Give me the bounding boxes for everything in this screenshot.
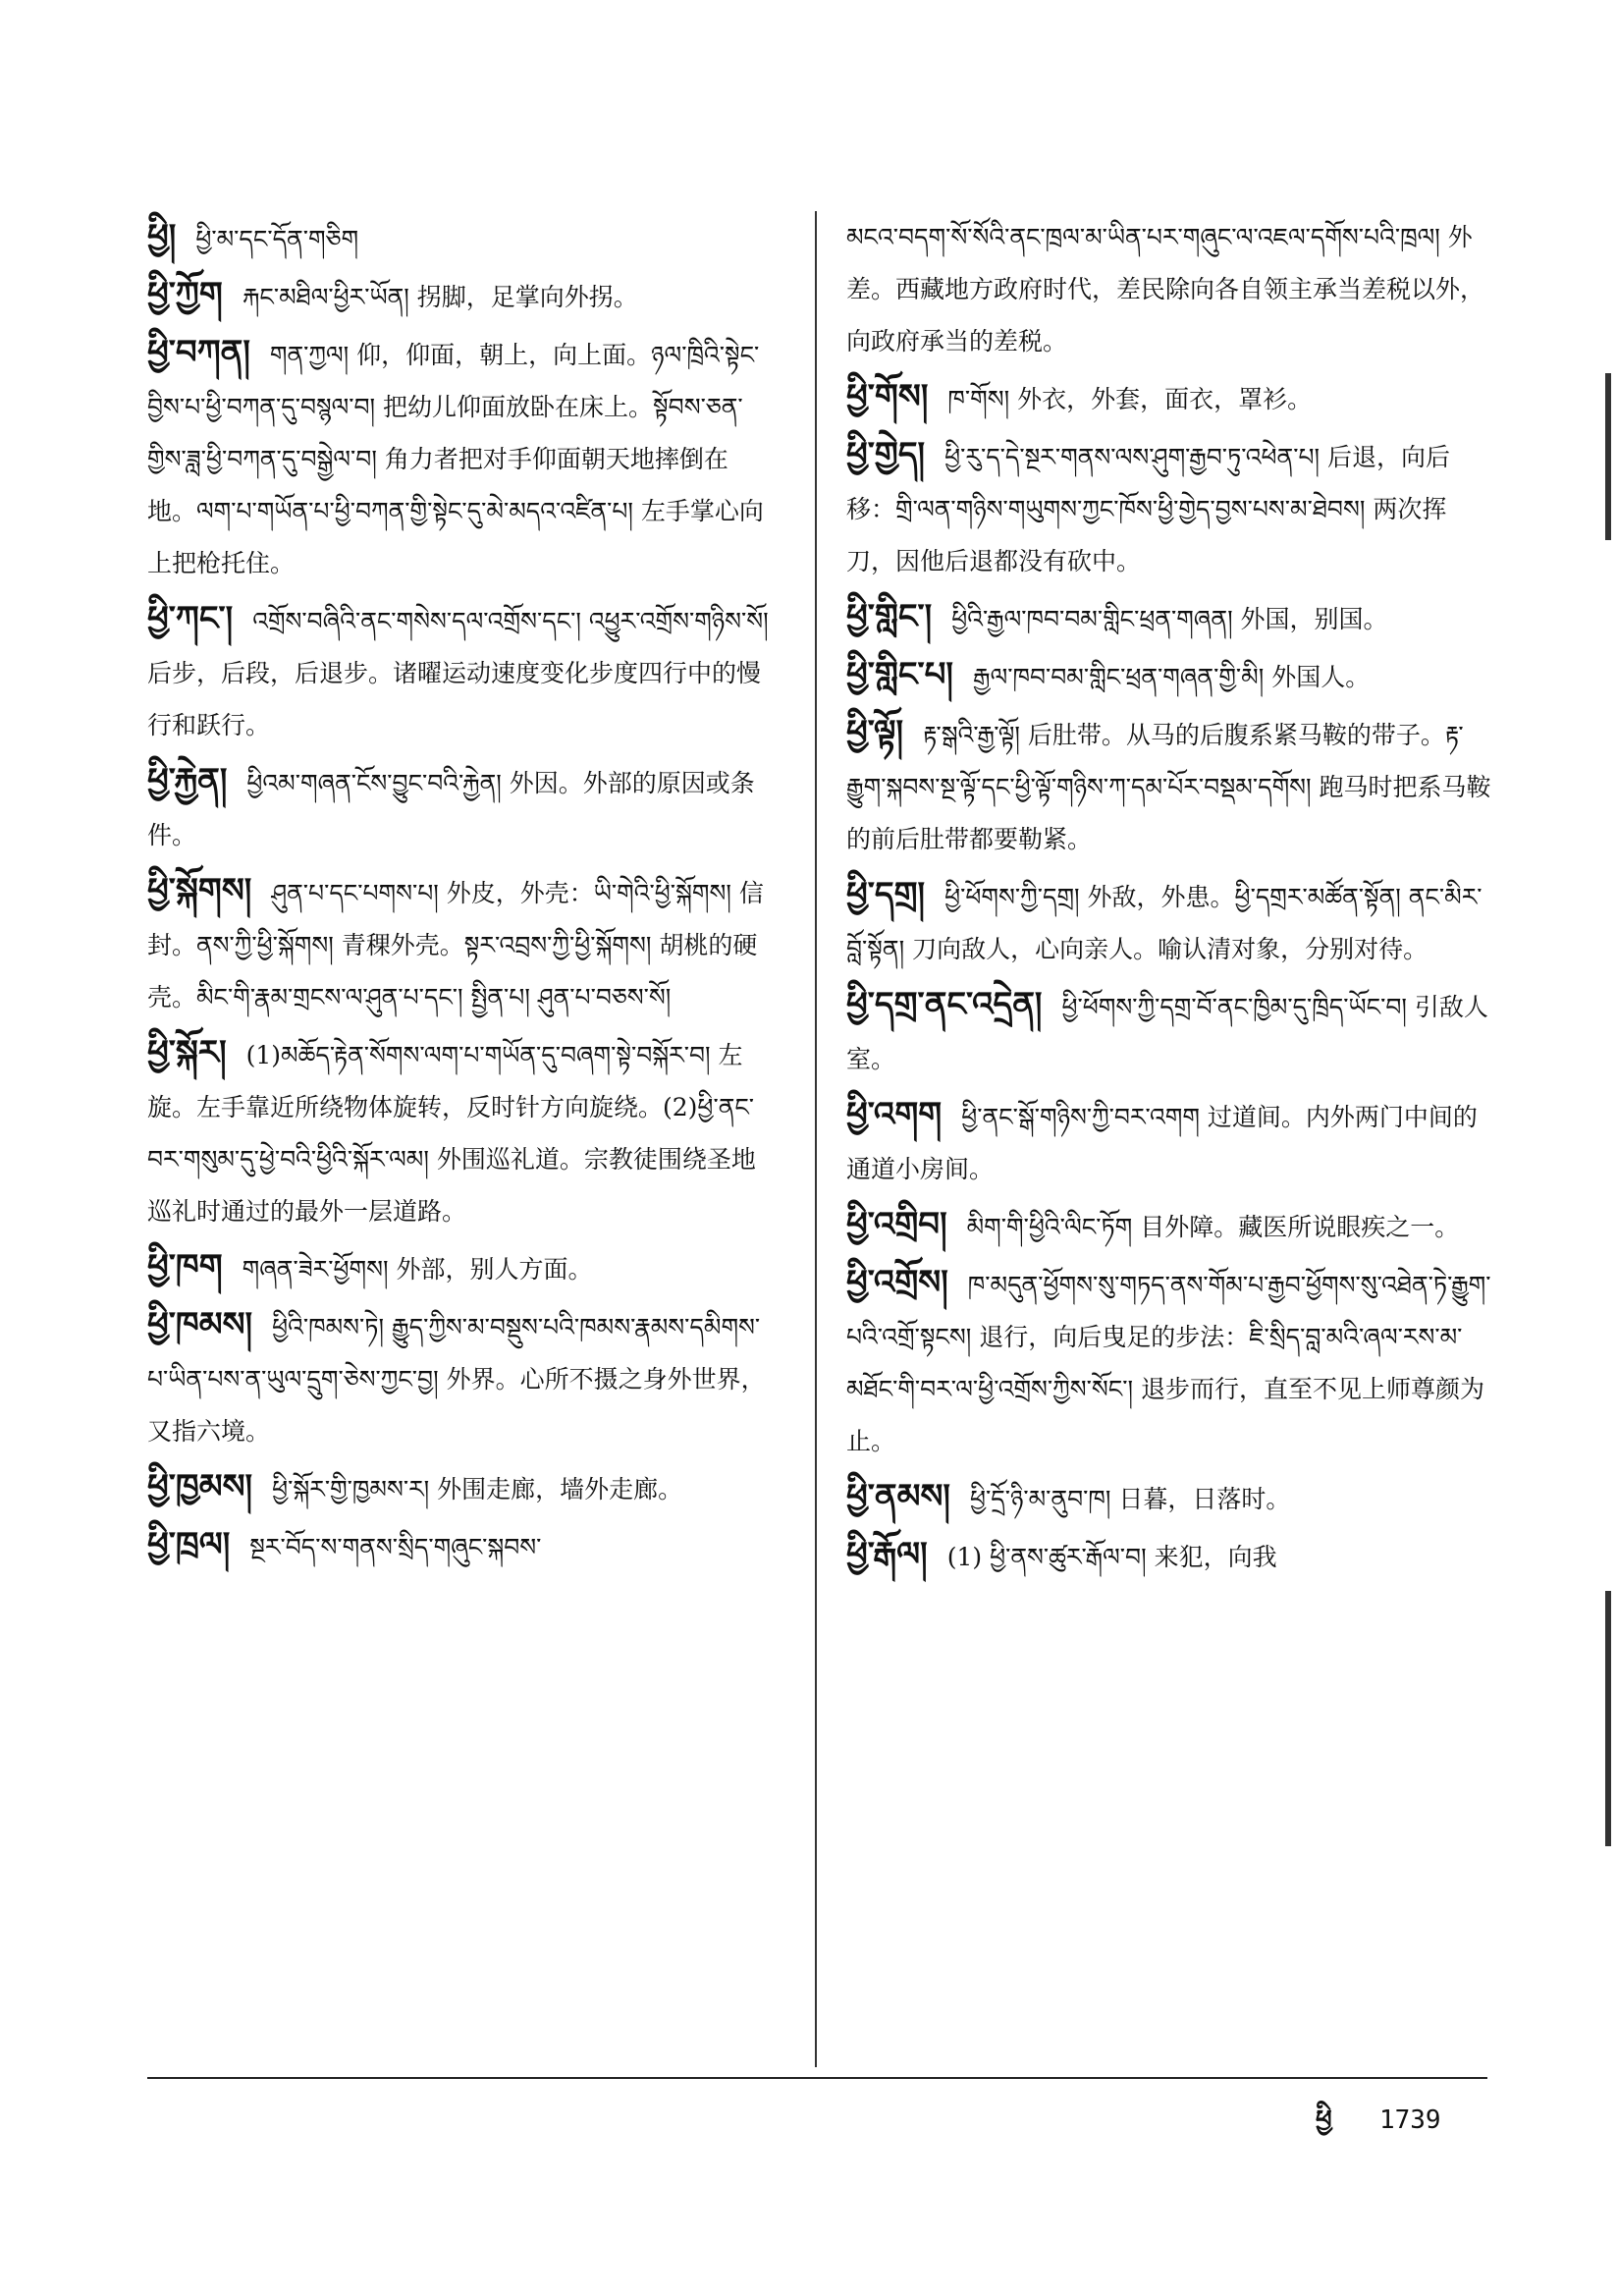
definition: ཤུན་པ་དང་པགས་པ། 外皮，外壳：ཡི་གེའི་ཕྱི་སྐོགས། 信封。ནས་ཀྱི་ཕྱི་སྐོགས། 青稞外壳。སྟར་འབྲས་ཀྱི་ཕྱི་སྐོགས། 胡桃的硬壳。མིང་གི་རྣམ་གྲངས་ལ་ཤུན་པ་དང་། སྤྱིན་པ། ཤུན་པ་བཅས་སོ། [147, 879, 764, 1011]
entry [846, 1199, 1494, 1253]
entry [147, 1519, 776, 1573]
headword: ཕྱི་ནམས། [846, 1477, 950, 1516]
headword: ཕྱི་རྒོལ། [846, 1535, 928, 1574]
entry [846, 371, 1494, 425]
headword: ཕྱི་འགྲིབ། [846, 1205, 947, 1244]
entry [147, 593, 776, 751]
headword: ཕྱི་འགག [846, 1095, 943, 1134]
definition: འགྲོས་བཞིའི་ནང་གསེས་དལ་འགྲོས་དང་། འཕྱུར་འགྲོས་གཉིས་སོ། 后步，后段，后退步。诸曜运动速度变化步度四行中的慢行和跃行。 [147, 607, 769, 739]
definition: ཕྱི་ཕོགས་ཀྱི་དགྲ། 外敌，外患。ཕྱི་དགྲར་མཚོན་སྟོན། ནང་མིར་བློ་སྟོན། 刀向敌人，心向亲人。喻认清对象，分别对待。 [846, 883, 1482, 963]
margin-mark [1605, 373, 1611, 540]
definition: ཕྱི་དྲོ་ཉི་མ་ནུབ་ཁ། 日暮，日落时。 [969, 1485, 1291, 1513]
page-footer [1316, 2092, 1441, 2163]
headword: ཕྱི་རྐྱེན། [147, 761, 228, 800]
headword: ཕྱི་ཁྱམས། [147, 1467, 253, 1506]
definition: མིག་གི་ཕྱིའི་ལིང་ཏོག 目外障。藏医所说眼疾之一。 [966, 1213, 1460, 1241]
headword: ཕྱི་ཁམས། [147, 1305, 253, 1344]
headword: ཕྱི་གླིང་པ། [846, 655, 953, 694]
entry [846, 979, 1494, 1085]
headword: ཕྱི་གོས། [846, 377, 929, 416]
margin-mark [1605, 1591, 1611, 1846]
headword: ཕྱི་དགྲ། [846, 875, 926, 914]
running-letter: ཕྱི [1316, 2105, 1332, 2135]
footer-rule [147, 2077, 1487, 2079]
definition: རྟ་སྒའི་རྒྱ་ལྟོ། 后肚带。从马的后腹系紧马鞍的带子。རྟ་རྒྱུག་སྐབས་སྔ་ལྟོ་དང་ཕྱི་ལྟོ་གཉིས་ཀ་དམ་པོར་བསྡམ་དགོས། 跑马时把系马鞍的前后肚带都要勒紧。 [846, 721, 1491, 853]
left-column [147, 211, 776, 1577]
headword: ཕྱི། [147, 217, 177, 256]
entry [846, 649, 1494, 703]
entry [147, 865, 776, 1023]
entry [147, 1027, 776, 1237]
definition: ཕྱིའམ་གཞན་ངོས་བྱུང་བའི་རྐྱེན། 外因。外部的原因或条件。 [147, 769, 755, 849]
definition: ཕྱི་མ་དང་དོན་གཅིག [195, 225, 359, 253]
definition: རྐང་མཐིལ་ཕྱིར་ཡོན། 拐脚，足掌向外拐。 [242, 283, 638, 311]
entry [147, 755, 776, 861]
headword: ཕྱི་ཀྱོག [147, 275, 223, 314]
definition: (1) ཕྱི་ནས་ཚུར་རྒོལ་བ། 来犯，向我 [946, 1543, 1277, 1571]
definition: ཁ་མདུན་ཕྱོགས་སུ་གཏད་ནས་གོམ་པ་རྒྱབ་ཕྱོགས་སུ་འཐེན་ཏེ་རྒྱུག་པའི་འགྲོ་སྟངས། 退行，向后曳足的步法：ཇི་སྲིད་བླ་མའི་ཞལ་རས་མ་མཐོང་གི་བར་ལ་ཕྱི་འགྲོས་ཀྱིས་སོང་། 退步而行，直至不见上师尊颜为止。 [846, 1271, 1491, 1455]
entry [147, 1299, 776, 1457]
headword: ཕྱི་ཀང་། [147, 599, 234, 638]
entry [846, 429, 1494, 587]
headword: ཕྱི་ཁག [147, 1247, 223, 1286]
definition: ཕྱི་ནང་སྒོ་གཉིས་ཀྱི་བར་འགག 过道间。内外两门中间的通道小房间。 [846, 1103, 1478, 1183]
entry [147, 211, 776, 265]
headword: ཕྱི་སྐོར། [147, 1033, 227, 1072]
entry [846, 1089, 1494, 1195]
definition: ཕྱིའི་རྒྱལ་ཁབ་བམ་གླིང་ཕྲན་གཞན། 外国，别国。 [951, 605, 1388, 633]
entry [147, 327, 776, 589]
definition: ཕྱི་ཕོགས་ཀྱི་དགྲ་བོ་ནང་ཁྱིམ་དུ་ཁྲིད་ཡོང་བ། 引敌人室。 [846, 993, 1488, 1073]
definition: ཁ་གོས། 外衣，外套，面衣，罩衫。 [947, 385, 1313, 413]
headword: ཕྱི་གྱེད། [846, 435, 926, 474]
column-divider [815, 211, 817, 2067]
definition: (1)མཆོད་རྟེན་སོགས་ལག་པ་གཡོན་དུ་བཞག་སྟེ་བསྐོར་བ། 左旋。左手靠近所绕物体旋转，反时针方向旋绕。(2)ཕྱི་ནང་བར་གསུམ་དུ་ཕྱེ་བའི་ཕྱིའི་སྐོར་ལམ། 外围巡礼道。宗教徒围绕圣地巡礼时通过的最外一层道路。 [147, 1041, 756, 1226]
entry [147, 1241, 776, 1295]
headword: ཕྱི་གླིང་། [846, 597, 933, 636]
headword: ཕྱི་སྐོགས། [147, 871, 252, 910]
right-column [846, 211, 1494, 1587]
entry [846, 1471, 1494, 1525]
page-number: 1739 [1378, 2105, 1441, 2135]
entry [846, 591, 1494, 645]
entry [846, 869, 1494, 975]
entry [846, 1529, 1494, 1583]
headword: ཕྱི་བཀན། [147, 333, 250, 372]
entry [846, 707, 1494, 865]
definition: གཞན་ཟེར་ཕྱོགས། 外部，别人方面。 [242, 1255, 593, 1284]
definition: ཕྱིའི་ཁམས་ཏེ། རྒྱུད་ཀྱིས་མ་བསྡུས་པའི་ཁམས་རྣམས་དམིགས་པ་ཡིན་པས་ན་ཡུལ་དྲུག་ཅེས་ཀྱང་བྱ། 外界。心所不摄之身外世界，又指六境。 [147, 1313, 766, 1446]
definition: རྒྱལ་ཁབ་བམ་གླིང་ཕྲན་གཞན་གྱི་མི། 外国人。 [972, 663, 1371, 691]
definition: ཕྱི་སྐོར་གྱི་ཁྱམས་ར། 外围走廊，墙外走廊。 [272, 1475, 683, 1503]
definition: གན་ཀྱལ། 仰，仰面，朝上，向上面。ཉལ་ཁྲིའི་སྟེང་བྱིས་པ་ཕྱི་བཀན་དུ་བསྙལ་བ། 把幼儿仰面放卧在床上。སྟོབས་ཅན་གྱིས་ཟླ་ཕྱི་བཀན་དུ་བསྒྱེལ་བ། 角力者把对手仰面朝天地摔倒在地。ལག་པ་གཡོན་པ་ཕྱི་བཀན་གྱི་སྟེང་དུ་མེ་མདའ་འཛིན་པ། 左手掌心向上把枪托住。 [147, 341, 764, 577]
headword: ཕྱི་འགྲོས། [846, 1263, 948, 1302]
headword: ཕྱི་ལྟོ། [846, 713, 904, 752]
headword: ཕྱི་དགྲ་ནང་འདྲེན། [846, 985, 1043, 1024]
entry [147, 269, 776, 323]
definition: མངའ་བདག་སོ་སོའི་ནང་ཁྲལ་མ་ཡིན་པར་གཞུང་ལ་འཇལ་དགོས་པའི་ཁྲལ། 外差。西藏地方政府时代，差民除向各自领主承当差税以外，向政府承当的差税。 [846, 223, 1485, 355]
entry [846, 1257, 1494, 1467]
headword: ཕྱི་ཁྲལ། [147, 1525, 231, 1564]
definition: ཕྱི་རུ་ད་དེ་སྔར་གནས་ལས་ཤུག་རྒྱབ་ཏུ་འཕེན་པ། 后退，向后移：གྲི་ལན་གཉིས་གཡུགས་ཀྱང་ཁོས་ཕྱི་གྱེད་བྱས་པས་མ་ཐེབས། 两次挥刀，因他后退都没有砍中。 [846, 443, 1450, 575]
entry-continuation [846, 211, 1494, 367]
definition: སྔར་བོད་ས་གནས་སྲིད་གཞུང་སྐབས་ [249, 1533, 542, 1561]
entry [147, 1461, 776, 1515]
